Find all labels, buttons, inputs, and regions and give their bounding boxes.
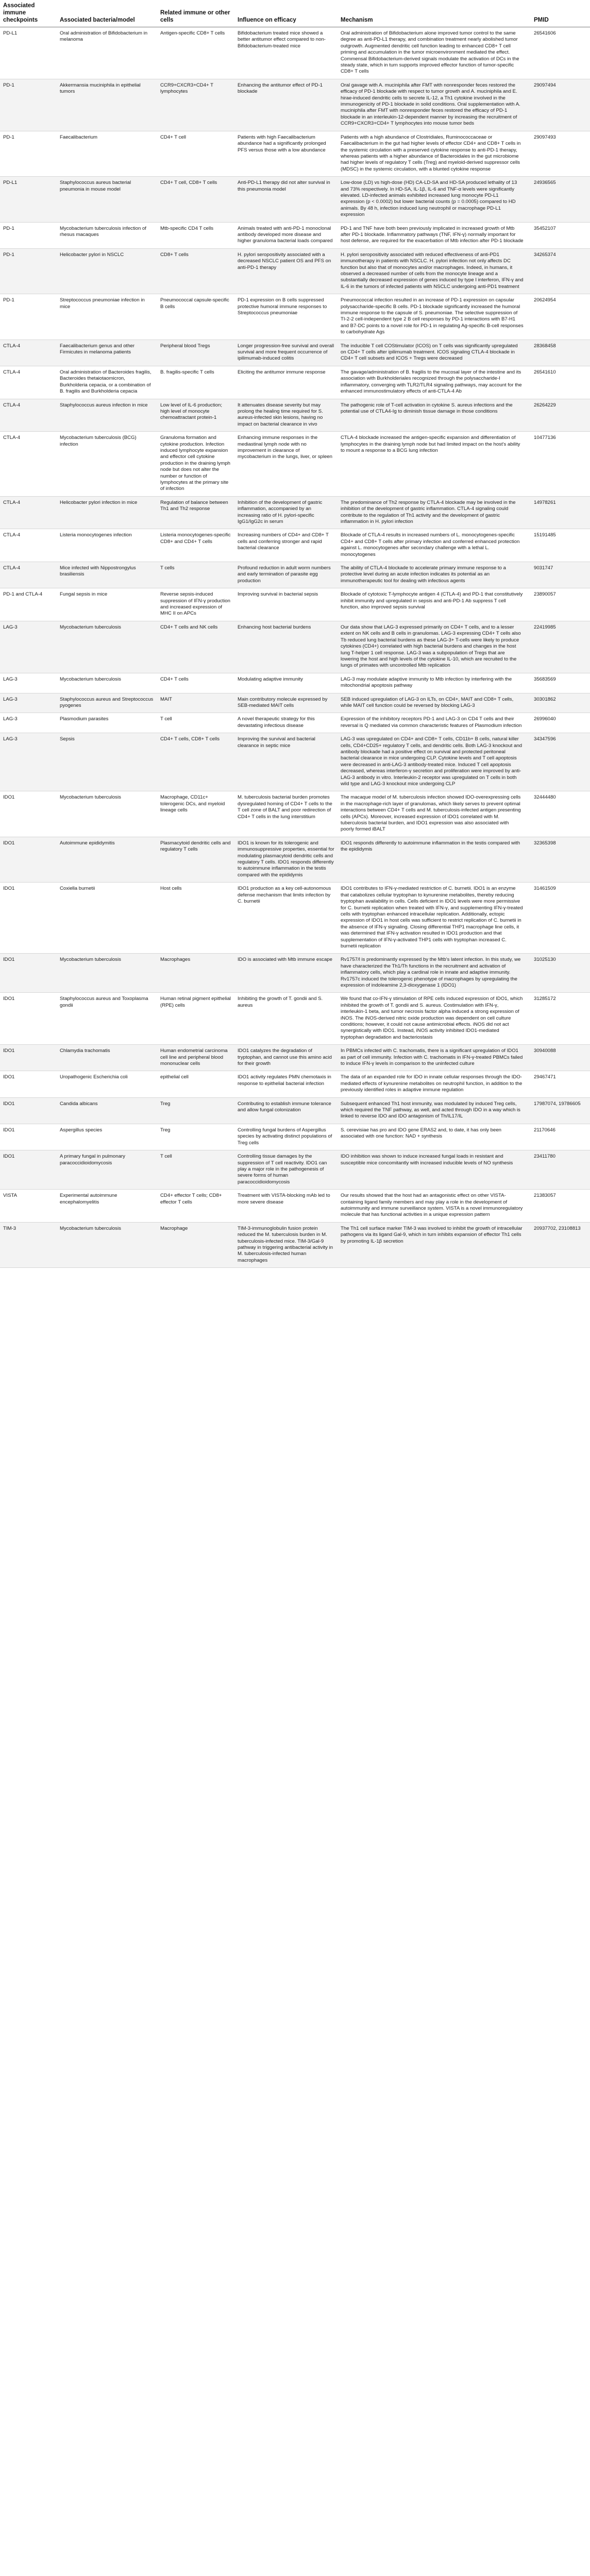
cell-mechanism: The predominance of Th2 response by CTLA-4 blockade may be involved in the inhibition of the development of gastric inflammation. CTLA-4 signaling could contribute to the regulation of Th1 activity and the development of gastric inflammation in H. pylori infection	[338, 496, 531, 529]
cell-mechanism: The Th1 cell surface marker TIM-3 was involved to inhibit the growth of intracellular pathogens via its ligand Gal-9, which in turn inhibits expansion of effector Th1 cells by promoting IL-1β secretion	[338, 1222, 531, 1267]
cell-checkpoint: PD-L1	[0, 177, 57, 222]
cell-related-cells: Listeria monocytogenes-specific CD8+ and CD4+ T cells	[157, 529, 234, 562]
cell-checkpoint: IDO1	[0, 837, 57, 882]
cell-pmid: 29097493	[531, 131, 590, 176]
cell-checkpoint: IDO1	[0, 883, 57, 954]
cell-related-cells: Pneumococcal capsule-specific B cells	[157, 294, 234, 340]
cell-checkpoint: PD-1	[0, 222, 57, 248]
cell-mechanism: IDO1 contributes to IFN-γ-mediated restriction of C. burnetii. IDO1 is an enzyme that catabolizes cellular tryptophan to kynurenine metabolites, thereby reducing tryptophan availability in cells. Cells deficient in IDO1 levels were more permissive for C. burnetii replication when treated with IFN-γ, and supplementing IFN-γ-treated cells with tryptophan enhanced intracellular replication. Additionally, ectopic expression of IDO1 in host cells was sufficient to restrict replication of C. burnetii in the absence of IFN-γ signaling. Closing differential THP1 macrophage line cells, it was determined that IFN-γ activation resulted in IDO1 production and that supplementation of IFN-γ-activated THP1 cells with tryptophan increased C. burnetii replication	[338, 883, 531, 954]
table-row	[0, 791, 590, 837]
table-row	[0, 340, 590, 366]
cell-efficacy: Improving survival in bacterial sepsis	[234, 588, 338, 621]
cell-efficacy: Animals treated with anti-PD-1 monoclonal antibody developed more disease and higher granuloma bacterial loads compared	[234, 222, 338, 248]
cell-related-cells: CD4+ T cells, CD8+ T cells	[157, 733, 234, 791]
cell-bacteria: Listeria monocytogenes infection	[57, 529, 157, 562]
cell-pmid: 22419985	[531, 621, 590, 673]
cell-mechanism: Blockade of CTLA-4 results in increased numbers of L. monocytogenes-specific CD4+ and CD8+ T cells after primary infection and conferred enhanced protection against L. monocytogenes after secondary challenge with a lethal L. monocytogenes	[338, 529, 531, 562]
table-row	[0, 1124, 590, 1150]
cell-efficacy: Enhancing immune responses in the mediastinal lymph node with no improvement in clearance of mycobacterium in the lungs, liver, or spleen	[234, 432, 338, 497]
cell-bacteria: Experimental autoimmune encephalomyelitis	[57, 1190, 157, 1223]
cell-related-cells: T cell	[157, 713, 234, 733]
table-row	[0, 366, 590, 399]
header-checkpoint: Associated immune checkpoints	[0, 0, 57, 27]
cell-bacteria: Mycobacterium tuberculosis	[57, 673, 157, 693]
cell-checkpoint: CTLA-4	[0, 366, 57, 399]
cell-checkpoint: PD-1	[0, 131, 57, 176]
cell-efficacy: TIM-3-immunoglobulin fusion protein reduced the M. tuberculosis burden in M. tuberculosis-infected mice. TIM-3/Gal-9 pathway in triggering antibacterial activity in M. tuberculosis-infected human macrophages	[234, 1222, 338, 1267]
cell-pmid: 30301862	[531, 693, 590, 713]
cell-efficacy: IDO1 catalyzes the degradation of tryptophan, and cannot use this amino acid for their growth	[234, 1045, 338, 1071]
cell-checkpoint: LAG-3	[0, 693, 57, 713]
cell-efficacy: M. tuberculosis bacterial burden promotes dysregulated homing of CD4+ T cells to the T cell zone of BALT and poor redirection of CD4+ T cells in the lung interstitium	[234, 791, 338, 837]
cell-checkpoint: IDO1	[0, 1097, 57, 1124]
cell-related-cells: CD4+ T cell	[157, 131, 234, 176]
cell-pmid: 32365398	[531, 837, 590, 882]
cell-mechanism: Expression of the inhibitory receptors PD-1 and LAG-3 on CD4 T cells and their reversal is Q mediated via common characteristic features of Plasmodium infection	[338, 713, 531, 733]
cell-pmid: 29467471	[531, 1071, 590, 1097]
cell-pmid: 32444480	[531, 791, 590, 837]
cell-efficacy: Increasing numbers of CD4+ and CD8+ T cells and conferring stronger and rapid bacterial clearance	[234, 529, 338, 562]
cell-bacteria: Mycobacterium tuberculosis	[57, 621, 157, 673]
cell-efficacy: IDO1 is known for its tolerogenic and immunosuppressive properties, essential for modulating plasmacytoid dendritic cells and regulatory T cells. IDO1 responds differently to autoimmune inflammation in the testis compared with the epididymis	[234, 837, 338, 882]
cell-efficacy: Main contributory molecule expressed by SEB-mediated MAIT cells	[234, 693, 338, 713]
cell-pmid: 26996040	[531, 713, 590, 733]
cell-related-cells: Plasmacytoid dendritic cells and regulatory T cells	[157, 837, 234, 882]
cell-mechanism: Oral administration of Bifidobacterium alone improved tumor control to the same degree as anti-PD-L1 therapy, and combination treatment nearly abolished tumor outgrowth. Augmented dendritic cell function leading to enhanced CD8+ T cell priming and accumulation in the tumor microenvironment mediated the effect. Commensal Bifidobacterium-derived signals modulate the activation of DCs in the steady state, which in turn supports improved effector function of tumor-specific CD8+ T cells	[338, 27, 531, 79]
cell-pmid: 31461509	[531, 883, 590, 954]
cell-checkpoint: VISTA	[0, 1190, 57, 1223]
cell-mechanism: Pneumococcal infection resulted in an increase of PD-1 expression on capsular polysaccharide-specific B cells. PD-1 blockade significantly increased the humoral immune response to the capsule of S. pneumoniae. The selective suppression of TI-2-2 cell-independent type 2 B cell responses by PD-1 interactions with B7-H1 and B7-DC points to a novel role for PD-1 in regulating Ag-specific B-cell responses to carbohydrate Ags	[338, 294, 531, 340]
cell-pmid: 24936565	[531, 177, 590, 222]
cell-bacteria: Mycobacterium tuberculosis	[57, 791, 157, 837]
cell-related-cells: CD8+ T cells	[157, 248, 234, 294]
cell-pmid: 20937702, 23108813	[531, 1222, 590, 1267]
cell-checkpoint: PD-1	[0, 294, 57, 340]
cell-bacteria: Aspergillus species	[57, 1124, 157, 1150]
cell-bacteria: Akkermansia muciniphila in epithelial tumors	[57, 79, 157, 131]
cell-related-cells: Reverse sepsis-induced suppression of IFN-γ production and increased expression of MHC II on APCs	[157, 588, 234, 621]
cell-bacteria: Streptococcus pneumoniae infection in mice	[57, 294, 157, 340]
cell-mechanism: IDO1 responds differently to autoimmune inflammation in the testis compared with the epididymis	[338, 837, 531, 882]
header-pmid: PMID	[531, 0, 590, 27]
cell-bacteria: Staphylococcus aureus infection in mice	[57, 399, 157, 432]
cell-bacteria: Staphylococcus aureus and Streptococcus pyogenes	[57, 693, 157, 713]
cell-related-cells: CD4+ T cell, CD8+ T cells	[157, 177, 234, 222]
cell-checkpoint: CTLA-4	[0, 496, 57, 529]
cell-mechanism: IDO inhibition was shown to induce increased fungal loads in resistant and susceptible mice concomitantly with increased inducible levels of NO synthesis	[338, 1150, 531, 1190]
cell-pmid: 26541610	[531, 366, 590, 399]
cell-efficacy: PD-1 expression on B cells suppressed protective humoral immune responses to Streptococcus pneumoniae	[234, 294, 338, 340]
cell-mechanism: H. pylori seropositivity associated with reduced effectiveness of anti-PD1 immunotherapy in patients with NSCLC. H. pylori infection not only affects DC function but also that of monocytes and/or macrophages. Indeed, in humans, it observed a decreased number of cells from the monocyte lineage and a substantially decreased expression of genes induced by type I interferon, IFN-γ and IL-6 in the tumors of infected patients with NSCLC undergoing anti-PD1 treatment	[338, 248, 531, 294]
cell-mechanism: The inducible T cell COStimulator (ICOS) on T cells was significantly upregulated on CD4+ T cells after ipilimumab treatment. ICOS signaling CTLA-4 blockade in CD4+ T cell subsets and ICOS + Tregs were decreased	[338, 340, 531, 366]
cell-related-cells: MAIT	[157, 693, 234, 713]
cell-bacteria: A primary fungal in pulmonary paracoccidioidomycosis	[57, 1150, 157, 1190]
cell-related-cells: B. fragilis-specific T cells	[157, 366, 234, 399]
cell-mechanism: The macaque model of M. tuberculosis infection showed IDO-overexpressing cells in the macrophage-rich layer of granulomas, which likely serves to prevent optimal interactions between CD4+ T cells and M. tuberculosis-infected antigen presenting cells (APCs). Moreover, increased expression of IDO1 correlated with M. tuberculosis bacterial burden, and IDO1 expression was also associated with poorly formed iBALT	[338, 791, 531, 837]
cell-bacteria: Coxiella burnetii	[57, 883, 157, 954]
cell-bacteria: Helicobacter pylori infection in mice	[57, 496, 157, 529]
cell-mechanism: Oral gavage with A. muciniphila after FMT with nonresponder feces restored the efficacy of PD-1 blockade with respect to tumor growth and A. muciniphila and E. hirae-induced dendritic cells to secrete IL-12, a Th1 cytokine involved in the immunogenicity of PD-1 blockade in solid conditions. Oral supplementation with A. muciniphila after FMT with nonresponder feces restored the efficacy of PD-1 blockade in an interleukin-12-dependent manner by increasing the recruitment of CCR9+CXCR3+CD4+ T lymphocytes into mouse tumor beds	[338, 79, 531, 131]
cell-efficacy: Profound reduction in adult worm numbers and early termination of parasite egg production	[234, 562, 338, 588]
cell-mechanism: Low-dose (LD) vs high-dose (HD) CA-LD-SA and HD-SA produced lethality of 13 and 73% respectively. In HD-SA, IL-1β, IL-6 and TNF-α levels were significantly elevated. LD-infected animals exhibited increased lung monocyte PD-L1 expression (p < 0.0002) but lower bacterial counts (p = 0.0005) compared to HD animals. By 48 h, infection induced lung neutrophil or macrophage PD-L1 expression	[338, 177, 531, 222]
cell-related-cells: Treg	[157, 1097, 234, 1124]
cell-checkpoint: LAG-3	[0, 713, 57, 733]
cell-pmid: 21383057	[531, 1190, 590, 1223]
cell-pmid: 31025130	[531, 954, 590, 993]
cell-related-cells: CD4+ effector T cells; CD8+ effector T cells	[157, 1190, 234, 1223]
table-row	[0, 222, 590, 248]
cell-related-cells: epithelial cell	[157, 1071, 234, 1097]
table-row	[0, 621, 590, 673]
cell-pmid: 35452107	[531, 222, 590, 248]
table-row	[0, 529, 590, 562]
cell-pmid: 26264229	[531, 399, 590, 432]
cell-related-cells: T cell	[157, 1150, 234, 1190]
cell-efficacy: Contributing to establish immune tolerance and allow fungal colonization	[234, 1097, 338, 1124]
cell-bacteria: Chlamydia trachomatis	[57, 1045, 157, 1071]
cell-related-cells: Mtb-specific CD4 T cells	[157, 222, 234, 248]
cell-pmid: 31285172	[531, 993, 590, 1045]
cell-bacteria: Mycobacterium tuberculosis	[57, 954, 157, 993]
cell-pmid: 30940088	[531, 1045, 590, 1071]
cell-checkpoint: CTLA-4	[0, 399, 57, 432]
cell-pmid: 10477136	[531, 432, 590, 497]
table-row	[0, 1097, 590, 1124]
cell-bacteria: Staphylococcus aureus and Toxoplasma gondii	[57, 993, 157, 1045]
cell-bacteria: Faecalibacterium	[57, 131, 157, 176]
header-row	[0, 0, 590, 27]
cell-bacteria: Oral administration of Bacteroides fragilis, Bacteroides thetaiotaomicron, Burkholderia cepacia, or a combination of B. fragilis and Burkholderia cepacia	[57, 366, 157, 399]
cell-checkpoint: LAG-3	[0, 733, 57, 791]
cell-bacteria: Mycobacterium tuberculosis infection of rhesus macaques	[57, 222, 157, 248]
table-row	[0, 837, 590, 882]
cell-pmid: 29097494	[531, 79, 590, 131]
cell-pmid: 23411780	[531, 1150, 590, 1190]
cell-bacteria: Candida albicans	[57, 1097, 157, 1124]
cell-mechanism: Patients with a high abundance of Clostridiales, Ruminococcaceae or Faecalibacterium in the gut had higher levels of effector CD4+ and CD8+ T cells in the systemic circulation with a preserved cytokine response to anti-PD-1 therapy, whereas patients with a higher abundance of Bacteroidales in the gut microbiome had higher levels of regulatory T cells (Treg) and myeloid-derived suppressor cells (MDSC) in the systemic circulation, with a blunted cytokine response	[338, 131, 531, 176]
table-header	[0, 0, 590, 27]
cell-efficacy: It attenuates disease severity but may prolong the healing time required for S. aureus-infected skin lesions, having no impact on bacterial clearance in vivo	[234, 399, 338, 432]
cell-checkpoint: CTLA-4	[0, 562, 57, 588]
cell-efficacy: Improving the survival and bacterial clearance in septic mice	[234, 733, 338, 791]
cell-related-cells: Macrophage	[157, 1222, 234, 1267]
cell-pmid: 26541606	[531, 27, 590, 79]
cell-bacteria: Autoimmune epididymitis	[57, 837, 157, 882]
header-efficacy: Influence on efficacy	[234, 0, 338, 27]
cell-bacteria: Faecalibacterium genus and other Firmicutes in melanoma patients	[57, 340, 157, 366]
table-body	[0, 27, 590, 1268]
cell-efficacy: Eliciting the antitumor immune response	[234, 366, 338, 399]
table-row	[0, 713, 590, 733]
cell-efficacy: Modulating adaptive immunity	[234, 673, 338, 693]
table-row	[0, 883, 590, 954]
cell-related-cells: Granuloma formation and cytokine production. Infection induced lymphocyte expansion and effector cell cytokine production in the draining lymph node but does not alter the number or function of lymphocytes at the primary site of infection	[157, 432, 234, 497]
cell-efficacy: Inhibiting the growth of T. gondii and S. aureus	[234, 993, 338, 1045]
cell-related-cells: Treg	[157, 1124, 234, 1150]
cell-pmid: 14978261	[531, 496, 590, 529]
cell-checkpoint: PD-1	[0, 79, 57, 131]
cell-bacteria: Sepsis	[57, 733, 157, 791]
cell-mechanism: The ability of CTLA-4 blockade to accelerate primary immune response to a protective level during an acute infection indicates its potential as an immunotherapeutic tool for dealing with infectious agents	[338, 562, 531, 588]
table-row	[0, 177, 590, 222]
cell-efficacy: IDO1 production as a key cell-autonomous defense mechanism that limits infection by C. burnetii	[234, 883, 338, 954]
immune-checkpoint-table	[0, 0, 590, 1268]
cell-mechanism: CTLA-4 blockade increased the antigen-specific expansion and differentiation of lymphocytes in the draining lymph node but had limited impact on the host's ability to mount a response to a BCG lung infection	[338, 432, 531, 497]
table-row	[0, 131, 590, 176]
table-row	[0, 1150, 590, 1190]
cell-mechanism: Subsequent enhanced Th1 host immunity, was modulated by induced Treg cells, which required the TNF pathway, as well, and acted through IDO in a way which is linked to reverse IDO and IDO antagonism of Th/IL17/IL	[338, 1097, 531, 1124]
cell-checkpoint: PD-1	[0, 248, 57, 294]
cell-pmid: 34265374	[531, 248, 590, 294]
cell-related-cells: Human retinal pigment epithelial (RPE) cells	[157, 993, 234, 1045]
table-row	[0, 248, 590, 294]
cell-checkpoint: CTLA-4	[0, 432, 57, 497]
table-row	[0, 79, 590, 131]
cell-checkpoint: IDO1	[0, 993, 57, 1045]
cell-efficacy: IDO is associated with Mtb immune escape	[234, 954, 338, 993]
cell-efficacy: Controlling fungal burdens of Aspergillus species by activating distinct populations of Treg cells	[234, 1124, 338, 1150]
cell-pmid: 17987074, 19786605	[531, 1097, 590, 1124]
cell-efficacy: H. pylori seropositivity associated with a decreased NSCLC patient OS and PFS on anti-PD-1 therapy	[234, 248, 338, 294]
cell-mechanism: LAG-3 may modulate adaptive immunity to Mtb infection by interfering with the mitochondrial apoptosis pathway	[338, 673, 531, 693]
cell-mechanism: SEB induced upregulation of LAG-3 on ILTs, on CD4+, MAIT and CD8+ T cells, while MAIT cell function could be reversed by blocking LAG-3	[338, 693, 531, 713]
cell-efficacy: Controlling tissue damages by the suppression of T cell reactivity. IDO1 can play a major role in the pathogenesis of severe forms of human paracoccidioidomycosis	[234, 1150, 338, 1190]
cell-related-cells: Regulation of balance between Th1 and Th2 response	[157, 496, 234, 529]
cell-checkpoint: IDO1	[0, 1045, 57, 1071]
cell-bacteria: Mycobacterium tuberculosis	[57, 1222, 157, 1267]
cell-related-cells: Antigen-specific CD8+ T cells	[157, 27, 234, 79]
cell-mechanism: The pathogenic role of T-cell activation in cytokine S. aureus infections and the potential use of CTLA4-Ig to diminish tissue damage in those conditions	[338, 399, 531, 432]
cell-bacteria: Uropathogenic Escherichia coli	[57, 1071, 157, 1097]
cell-checkpoint: IDO1	[0, 1071, 57, 1097]
table-row	[0, 496, 590, 529]
table-row	[0, 733, 590, 791]
cell-related-cells: Macrophage, CD11c+ tolerogenic DCs, and myeloid lineage cells	[157, 791, 234, 837]
cell-checkpoint: PD-1 and CTLA-4	[0, 588, 57, 621]
table-row	[0, 399, 590, 432]
table-row	[0, 1071, 590, 1097]
cell-efficacy: Patients with high Faecalibacterium abundance had a significantly prolonged PFS versus those with a low abundance	[234, 131, 338, 176]
cell-checkpoint: TIM-3	[0, 1222, 57, 1267]
cell-mechanism: Our data show that LAG-3 expressed primarily on CD4+ T cells, and to a lesser extent on NK cells and B cells in granulomas. LAG-3 expressing CD4+ T cells also Tb reduced lung bacterial burdens as these LAG-3+ T-cells were likely to produce cytokines (CD4+) correlated with high bacterial burdens and changes in the host lung T-helper 1 cell response. LAG-3 was a subpopulation of Tregs that are lowering the host and high levels of the cytokine IL-10, which are recruited to the lungs of primates with uncontrolled Mtb replication	[338, 621, 531, 673]
cell-efficacy: Inhibition of the development of gastric inflammation, accompanied by an increasing ratio of H. pylori-specific IgG1/IgG2c in serum	[234, 496, 338, 529]
header-mechanism: Mechanism	[338, 0, 531, 27]
cell-bacteria: Oral administration of Bifidobacterium in melanoma	[57, 27, 157, 79]
cell-related-cells: Macrophages	[157, 954, 234, 993]
table-row	[0, 432, 590, 497]
table-row	[0, 693, 590, 713]
table-row	[0, 1222, 590, 1267]
cell-related-cells: CCR9+CXCR3+CD4+ T lymphocytes	[157, 79, 234, 131]
cell-related-cells: Human endometrial carcinoma cell line and peripheral blood mononuclear cells	[157, 1045, 234, 1071]
cell-bacteria: Mice infected with Nippostrongylus brasiliensis	[57, 562, 157, 588]
cell-checkpoint: IDO1	[0, 954, 57, 993]
cell-bacteria: Staphylococcus aureus bacterial pneumonia in mouse model	[57, 177, 157, 222]
cell-mechanism: Blockade of cytotoxic T-lymphocyte antigen 4 (CTLA-4) and PD-1 that constitutively inhibit immunity and upregulated in sepsis and anti-PD-1 Ab suppress T cell function, also improved sepsis survival	[338, 588, 531, 621]
table-row	[0, 954, 590, 993]
cell-efficacy: IDO1 activity regulates PMN chemotaxis in response to epithelial bacterial infection	[234, 1071, 338, 1097]
cell-checkpoint: IDO1	[0, 791, 57, 837]
cell-efficacy: Longer progression-free survival and overall survival and more frequent occurrence of ipilimumab-induced colitis	[234, 340, 338, 366]
table-row	[0, 588, 590, 621]
immune-checkpoint-table-container	[0, 0, 590, 1268]
cell-checkpoint: IDO1	[0, 1124, 57, 1150]
header-cells: Related immune or other cells	[157, 0, 234, 27]
table-row	[0, 27, 590, 79]
cell-mechanism: The data of an expanded role for IDO in innate cellular responses through the IDO-mediated effects of kynurenine metabolites on neutrophil function, in addition to the previously identified roles in adaptive immune regulation	[338, 1071, 531, 1097]
cell-mechanism: Our results showed that the host had an antagonistic effect on other VISTA-containing ligand family members and may play a role in the development of autoimmunity and immune surveillance system. VISTA is a novel immunoregulatory molecule that has functional activities in a unique expression pattern	[338, 1190, 531, 1223]
cell-mechanism: S. cerevisiae has pro and IDO gene ERAS2 and, to date, it has only been associated with one function: NAD + synthesis	[338, 1124, 531, 1150]
cell-pmid: 23890057	[531, 588, 590, 621]
cell-checkpoint: LAG-3	[0, 621, 57, 673]
table-row	[0, 294, 590, 340]
cell-mechanism: We found that co-IFN-γ stimulation of RPE cells induced expression of IDO1, which inhibited the growth of T. gondii and S. aureus. Costimulation with IFN-γ, interleukin-1 beta, and tumor necrosis factor alpha induced a strong expression of iNOS. The iNOS-derived nitric oxide production was dependent on cell culture conditions; however, it could not cause antimicrobial effects. iNOS did not act synergistically with IDO1. Instead, iNOS activity inhibited IDO1-mediated tryptophan degradation and bacteriostasis	[338, 993, 531, 1045]
cell-bacteria: Plasmodium parasites	[57, 713, 157, 733]
cell-efficacy: Bifidobacterium treated mice showed a better antitumor effect compared to non-Bifidobacterium-treated mice	[234, 27, 338, 79]
cell-efficacy: Treatment with VISTA-blocking mAb led to more severe disease	[234, 1190, 338, 1223]
cell-pmid: 34347596	[531, 733, 590, 791]
cell-pmid: 9031747	[531, 562, 590, 588]
table-row	[0, 673, 590, 693]
header-bacteria: Associated bacteria/model	[57, 0, 157, 27]
cell-related-cells: Host cells	[157, 883, 234, 954]
cell-efficacy: Anti-PD-L1 therapy did not alter survival in this pneumonia model	[234, 177, 338, 222]
cell-mechanism: Rv1757/l is predominantly expressed by the Mtb's latent infection. In this study, we have characterized the Th1/Th functions in the recruitment and activation of inflammatory cells, which play a cardinal role in innate and adaptive immunity. Rv1757c induced the tolerogenic phenotype of macrophages by upregulating the expression of indoleamine 2,3-dioxygenase 1 (IDO1)	[338, 954, 531, 993]
cell-checkpoint: CTLA-4	[0, 340, 57, 366]
cell-checkpoint: IDO1	[0, 1150, 57, 1190]
cell-checkpoint: LAG-3	[0, 673, 57, 693]
table-row	[0, 1190, 590, 1223]
cell-pmid: 35683569	[531, 673, 590, 693]
cell-bacteria: Helicobacter pylori in NSCLC	[57, 248, 157, 294]
table-row	[0, 562, 590, 588]
cell-pmid: 20624954	[531, 294, 590, 340]
cell-bacteria: Mycobacterium tuberculosis (BCG) infection	[57, 432, 157, 497]
cell-pmid: 15191485	[531, 529, 590, 562]
cell-checkpoint: CTLA-4	[0, 529, 57, 562]
cell-mechanism: In PBMCs infected with C. trachomatis, there is a significant upregulation of IDO1 as part of cell immunity. Infection with C. trachomatis in IFN-γ-treated PBMCs failed to induce IFN-γ levels in comparison to the uninfected culture	[338, 1045, 531, 1071]
cell-mechanism: PD-1 and TNF have both been previously implicated in increased growth of Mtb after PD-1 blockade. Inflammatory pathways (TNF, IFN-γ) normally important for host defense, are required for the exacerbation of Mtb infection after PD-1 blockade	[338, 222, 531, 248]
cell-pmid: 28368458	[531, 340, 590, 366]
cell-mechanism: LAG-3 was upregulated on CD4+ and CD8+ T cells, CD11b+ B cells, natural killer cells, CD4+CD25+ regulatory T cells, and dendritic cells. Both LAG-3 knockout and antibody blockade had a positive effect on survival and protected peritoneal bacterial clearance in mice undergoing CLP. Cytokine levels and T cell apoptosis were decreased in anti-LAG-3 antibody-treated mice. Induced T cell apoptosis decreased, whereas interferon-γ secretion and proliferation were improved by anti-LAG-3 antibody in vitro. Interleukin-2 receptor was upregulated on T cells in both wild type and LAG-3 knockout mice undergoing CLP	[338, 733, 531, 791]
table-row	[0, 993, 590, 1045]
cell-related-cells: Peripheral blood Tregs	[157, 340, 234, 366]
cell-efficacy: Enhancing host bacterial burdens	[234, 621, 338, 673]
cell-checkpoint: PD-L1	[0, 27, 57, 79]
cell-pmid: 21170646	[531, 1124, 590, 1150]
cell-related-cells: Low level of IL-6 production; high level of monocyte chemoattractant protein-1	[157, 399, 234, 432]
cell-related-cells: CD4+ T cells and NK cells	[157, 621, 234, 673]
cell-efficacy: Enhancing the antitumor effect of PD-1 blockade	[234, 79, 338, 131]
cell-bacteria: Fungal sepsis in mice	[57, 588, 157, 621]
cell-related-cells: T cells	[157, 562, 234, 588]
cell-mechanism: The gavage/administration of B. fragilis to the mucosal layer of the intestine and its association with Burkholderiales recognized through the polysaccharide-I inflammatory, converging with TLR2/TLR4 signaling pathways, may account for the enhanced immunostimulatory effects of anti-CTLA-4 Ab	[338, 366, 531, 399]
cell-related-cells: CD4+ T cells	[157, 673, 234, 693]
cell-efficacy: A novel therapeutic strategy for this devastating infectious disease	[234, 713, 338, 733]
table-row	[0, 1045, 590, 1071]
